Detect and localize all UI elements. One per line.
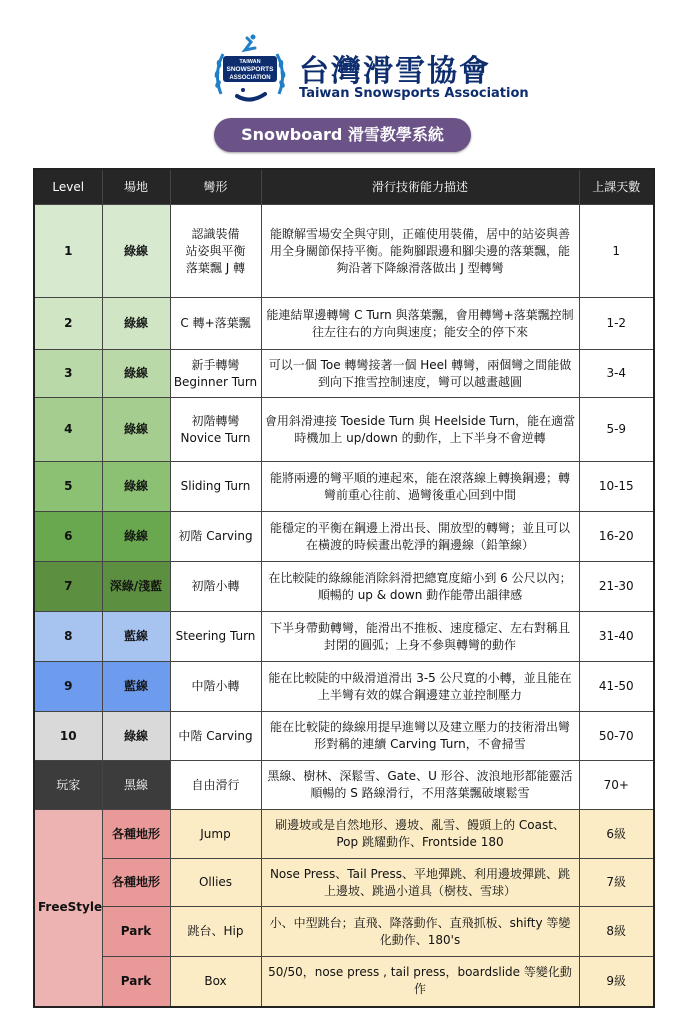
turn-cell: C 轉+落葉飄: [170, 298, 261, 350]
turn-cell: 自由滑行: [170, 761, 261, 810]
table-row: [34, 957, 654, 1007]
days-cell: 21-30: [579, 562, 654, 612]
description-cell: 能在比較陡的中級滑道滑出 3-5 公尺寬的小轉，並且能在上半彎有效的媒合鋼邊建立並控制壓力: [261, 662, 579, 712]
description-cell: 在比較陡的綠線能消除斜滑把總寬度縮小到 6 公尺以內；順暢的 up & down 動作能帶出韻律感: [261, 562, 579, 612]
field-cell: 藍線: [102, 662, 170, 712]
field-cell: 綠線: [102, 712, 170, 761]
turn-cell: 初階轉彎 Novice Turn: [170, 398, 261, 462]
logo-text-line1: TAIWAN: [239, 59, 261, 65]
table-row: [34, 398, 654, 462]
header: [0, 0, 684, 144]
table-row: [34, 907, 654, 957]
turn-cell: 認識裝備 站姿與平衡 落葉飄 J 轉: [170, 205, 261, 298]
days-cell: 16-20: [579, 512, 654, 562]
description-cell: 能將兩邊的彎平順的連起來，能在滾落線上轉換鋼邊；轉彎前重心往前、過彎後重心回到中間: [261, 462, 579, 512]
curriculum-table: [33, 168, 655, 1008]
table-row: [34, 298, 654, 350]
field-cell: 綠線: [102, 398, 170, 462]
table-row: [34, 612, 654, 662]
level-cell: 玩家: [34, 761, 102, 810]
description-cell: 小、中型跳台；直飛、降落動作、直飛抓板、shifty 等變化動作、180's: [261, 907, 579, 957]
level-cell: 5: [34, 462, 102, 512]
description-cell: 能瞭解雪場安全與守則，正確使用裝備，居中的站姿與善用全身關節保持平衡。能夠腳跟邊和腳尖邊的落葉飄，能夠沿著下降線滑落做出 J 型轉彎: [261, 205, 579, 298]
table-row: [34, 512, 654, 562]
turn-cell: Sliding Turn: [170, 462, 261, 512]
table-row: [34, 761, 654, 810]
level-cell: 3: [34, 350, 102, 398]
association-logo: [207, 34, 293, 110]
column-header-field: 場地: [102, 169, 170, 205]
description-cell: 能連結單邊轉彎 C Turn 與落葉飄，會用轉彎+落葉飄控制往左往右的方向與速度；能安全的停下來: [261, 298, 579, 350]
description-cell: 能穩定的平衡在鋼邊上滑出長、開放型的轉彎；並且可以在橫渡的時候畫出乾淨的鋼邊線（鉛筆線）: [261, 512, 579, 562]
level-cell: 2: [34, 298, 102, 350]
level-cell: 9: [34, 662, 102, 712]
level-cell: 8: [34, 612, 102, 662]
field-cell: 各種地形: [102, 810, 170, 859]
field-cell: 綠線: [102, 462, 170, 512]
field-cell: Park: [102, 957, 170, 1007]
turn-cell: Steering Turn: [170, 612, 261, 662]
field-cell: 綠線: [102, 205, 170, 298]
org-name-en: Taiwan Snowsports Association: [299, 86, 529, 101]
field-cell: 綠線: [102, 350, 170, 398]
table-row: [34, 859, 654, 907]
description-cell: Nose Press、Tail Press、平地彈跳、利用邊坡彈跳、跳上邊坡、跳過小道具（樹枝、雪球）: [261, 859, 579, 907]
days-cell: 1-2: [579, 298, 654, 350]
field-cell: 綠線: [102, 512, 170, 562]
page-title: Snowboard 滑雪教學系統: [214, 118, 471, 152]
field-cell: Park: [102, 907, 170, 957]
field-cell: 黑線: [102, 761, 170, 810]
days-cell: 70+: [579, 761, 654, 810]
days-cell: 8級: [579, 907, 654, 957]
column-header-turn: 彎形: [170, 169, 261, 205]
days-cell: 1: [579, 205, 654, 298]
table-row: [34, 562, 654, 612]
days-cell: 41-50: [579, 662, 654, 712]
logo-text-line2: SNOWSPORTS: [226, 66, 274, 73]
description-cell: 能在比較陡的綠線用提早進彎以及建立壓力的技術滑出彎形對稱的連續 Carving Turn，不會掃雪: [261, 712, 579, 761]
logo-text-line3: ASSOCIATION: [229, 75, 271, 81]
field-cell: 深綠/淺藍: [102, 562, 170, 612]
level-cell: 6: [34, 512, 102, 562]
turn-cell: Ollies: [170, 859, 261, 907]
level-cell: 7: [34, 562, 102, 612]
turn-cell: 初階 Carving: [170, 512, 261, 562]
table-row: [34, 712, 654, 761]
days-cell: 50-70: [579, 712, 654, 761]
turn-cell: 中階 Carving: [170, 712, 261, 761]
table-header-row: [34, 169, 654, 205]
field-cell: 藍線: [102, 612, 170, 662]
days-cell: 7級: [579, 859, 654, 907]
description-cell: 會用斜滑連接 Toeside Turn 與 Heelside Turn，能在適當時機加上 up/down 的動作，上下半身不會逆轉: [261, 398, 579, 462]
field-cell: 綠線: [102, 298, 170, 350]
description-cell: 黑線、樹林、深鬆雪、Gate、U 形谷、波浪地形都能靈活順暢的 S 路線滑行，不用落葉飄破壞鬆雪: [261, 761, 579, 810]
days-cell: 5-9: [579, 398, 654, 462]
field-cell: 各種地形: [102, 859, 170, 907]
turn-cell: 初階小轉: [170, 562, 261, 612]
turn-cell: 跳台、Hip: [170, 907, 261, 957]
table-row: [34, 350, 654, 398]
level-cell: 4: [34, 398, 102, 462]
table-row: [34, 462, 654, 512]
description-cell: 刷邊坡或是自然地形、邊坡、亂雪、饅頭上的 Coast、Pop 跳耀動作、Frontside 180: [261, 810, 579, 859]
turn-cell: 中階小轉: [170, 662, 261, 712]
column-header-level: Level: [34, 169, 102, 205]
description-cell: 可以一個 Toe 轉彎接著一個 Heel 轉彎，兩個彎之間能做到向下推雪控制速度，彎可以越畫越圓: [261, 350, 579, 398]
days-cell: 6級: [579, 810, 654, 859]
days-cell: 9級: [579, 957, 654, 1007]
days-cell: 31-40: [579, 612, 654, 662]
description-cell: 下半身帶動轉彎，能滑出不推板、速度穩定、左右對稱且封閉的圓弧；上身不參與轉彎的動作: [261, 612, 579, 662]
turn-cell: Box: [170, 957, 261, 1007]
turn-cell: 新手轉彎 Beginner Turn: [170, 350, 261, 398]
freestyle-label-cell: FreeStyle: [34, 810, 102, 1007]
turn-cell: Jump: [170, 810, 261, 859]
table-row: [34, 205, 654, 298]
table-body: [34, 205, 654, 1007]
table-row: [34, 662, 654, 712]
description-cell: 50/50，nose press , tail press，boardslide 等變化動作: [261, 957, 579, 1007]
org-name-zh: 台灣滑雪協會: [299, 54, 491, 89]
days-cell: 3-4: [579, 350, 654, 398]
days-cell: 10-15: [579, 462, 654, 512]
level-cell: 10: [34, 712, 102, 761]
column-header-days: 上課天數: [579, 169, 654, 205]
table-row: [34, 810, 654, 859]
level-cell: 1: [34, 205, 102, 298]
column-header-description: 滑行技術能力描述: [261, 169, 579, 205]
